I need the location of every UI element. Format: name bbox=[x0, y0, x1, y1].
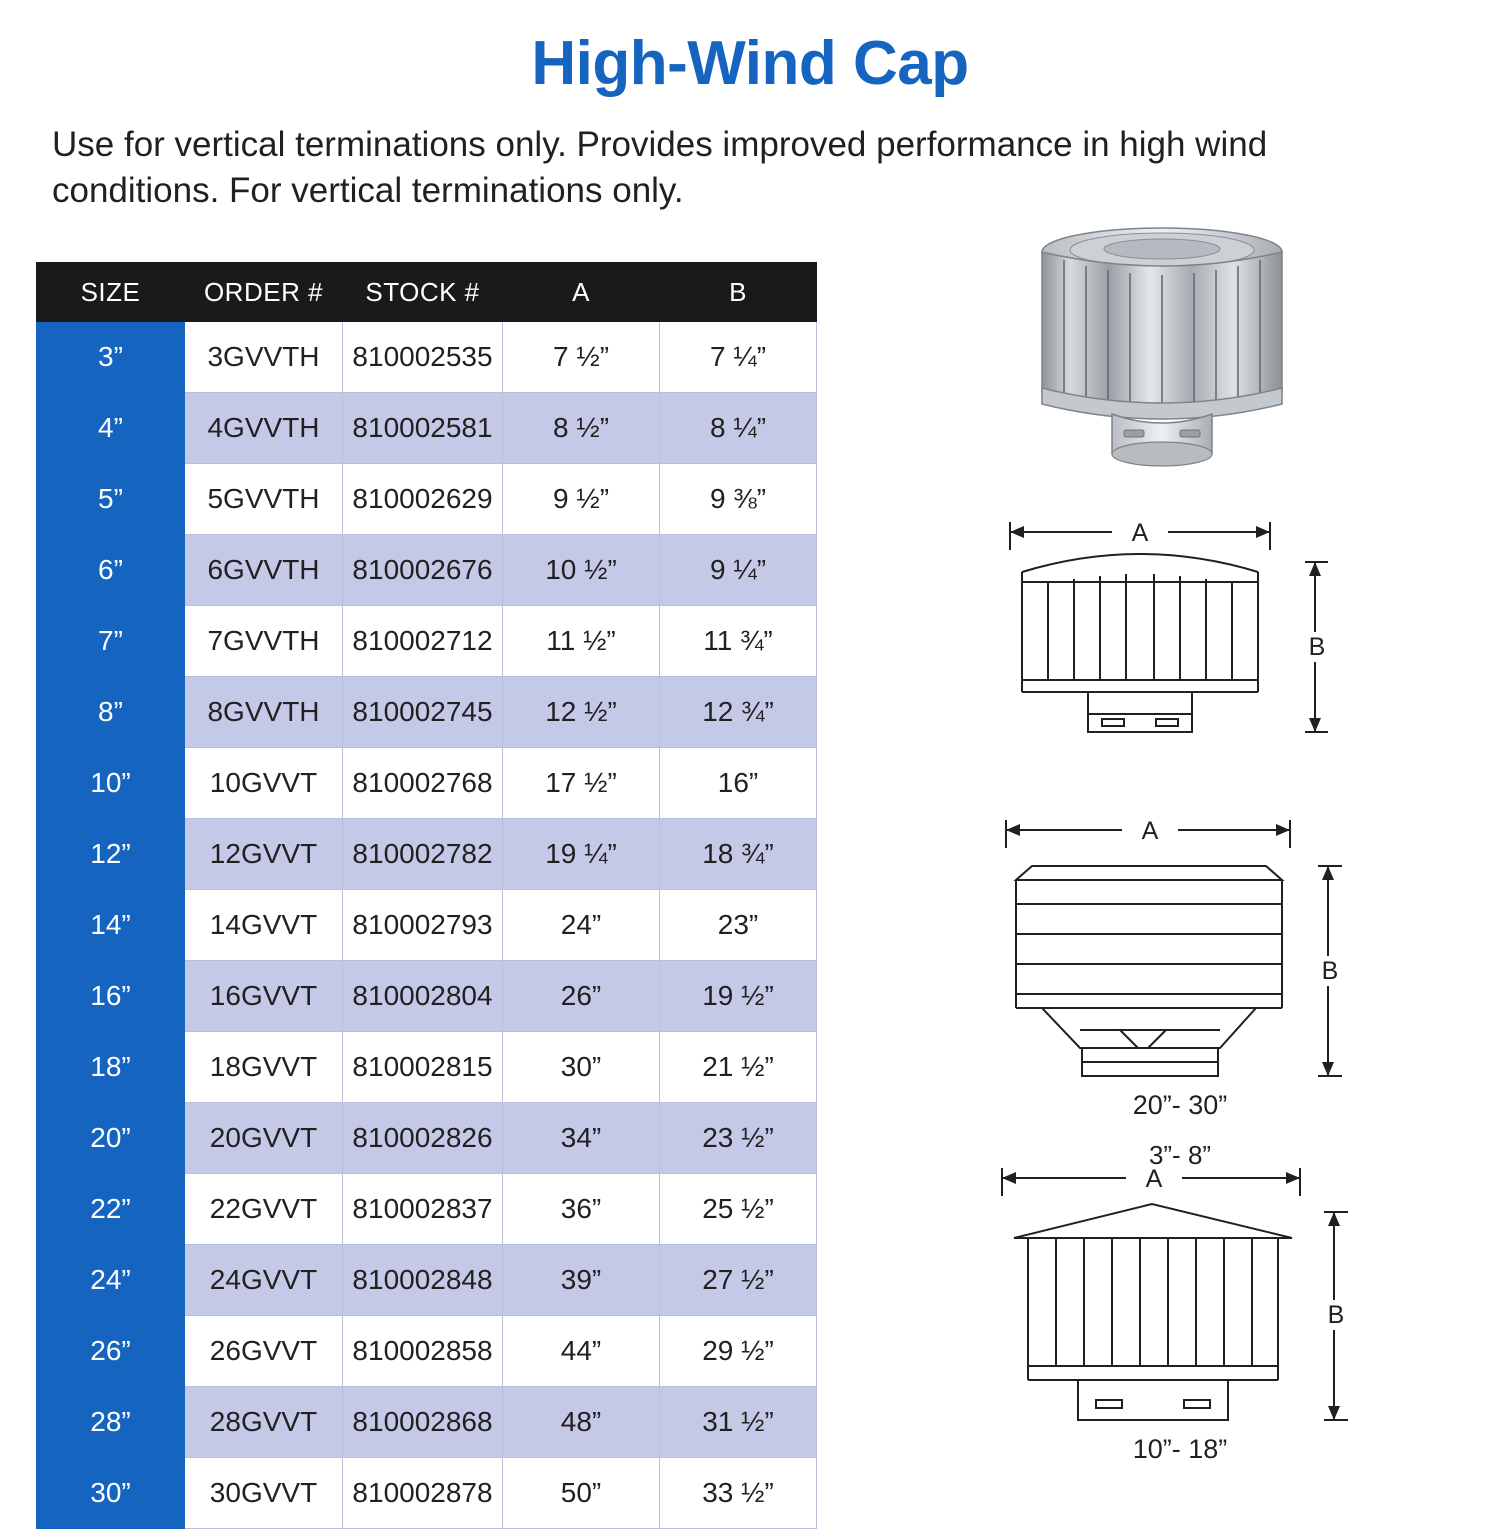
cell-order: 28GVVT bbox=[185, 1387, 343, 1458]
cell-a: 44” bbox=[503, 1316, 660, 1387]
cell-size: 16” bbox=[37, 961, 185, 1032]
table-header-row bbox=[37, 263, 817, 322]
cell-size: 7” bbox=[37, 606, 185, 677]
cell-size: 4” bbox=[37, 393, 185, 464]
column-header-stock: STOCK # bbox=[343, 263, 503, 322]
column-header-b: B bbox=[660, 263, 817, 322]
cell-a: 50” bbox=[503, 1458, 660, 1529]
cell-size: 18” bbox=[37, 1032, 185, 1103]
cell-b: 9 ¼” bbox=[660, 535, 817, 606]
product-photo bbox=[1012, 218, 1272, 483]
caption-bottom: 10”- 18” bbox=[1132, 1434, 1228, 1464]
table-row bbox=[37, 464, 817, 535]
cell-size: 28” bbox=[37, 1387, 185, 1458]
cell-size: 5” bbox=[37, 464, 185, 535]
illustration-column bbox=[950, 210, 1470, 1480]
cell-order: 14GVVT bbox=[185, 890, 343, 961]
cell-b: 9 ⅜” bbox=[660, 464, 817, 535]
table-row bbox=[37, 322, 817, 393]
cell-order: 12GVVT bbox=[185, 819, 343, 890]
diagram-top bbox=[970, 510, 1390, 770]
cell-a: 48” bbox=[503, 1387, 660, 1458]
cell-order: 26GVVT bbox=[185, 1316, 343, 1387]
cell-a: 36” bbox=[503, 1174, 660, 1245]
dimension-label-b-middle: B bbox=[1321, 957, 1339, 985]
cell-b: 21 ½” bbox=[660, 1032, 817, 1103]
cell-size: 3” bbox=[37, 322, 185, 393]
cell-b: 29 ½” bbox=[660, 1316, 817, 1387]
cell-size: 26” bbox=[37, 1316, 185, 1387]
cell-b: 27 ½” bbox=[660, 1245, 817, 1316]
table-row bbox=[37, 748, 817, 819]
cell-size: 20” bbox=[37, 1103, 185, 1174]
column-header-order: ORDER # bbox=[185, 263, 343, 322]
intro-paragraph: Use for vertical terminations only. Provides improved performance in high wind conditions. For vertical terminations only. bbox=[52, 125, 1268, 211]
cell-size: 14” bbox=[37, 890, 185, 961]
table-row bbox=[37, 961, 817, 1032]
cell-b: 11 ¾” bbox=[660, 606, 817, 677]
table-row bbox=[37, 606, 817, 677]
dimension-label-a-middle: A bbox=[1141, 817, 1159, 845]
table-row bbox=[37, 1103, 817, 1174]
cell-b: 18 ¾” bbox=[660, 819, 817, 890]
cell-b: 7 ¼” bbox=[660, 322, 817, 393]
column-header-size: SIZE bbox=[37, 263, 185, 322]
cell-a: 26” bbox=[503, 961, 660, 1032]
spec-table bbox=[36, 262, 817, 1529]
cell-stock: 810002848 bbox=[343, 1245, 503, 1316]
table-row bbox=[37, 535, 817, 606]
cell-stock: 810002745 bbox=[343, 677, 503, 748]
cell-a: 10 ½” bbox=[503, 535, 660, 606]
cell-stock: 810002793 bbox=[343, 890, 503, 961]
table-row bbox=[37, 819, 817, 890]
cell-a: 7 ½” bbox=[503, 322, 660, 393]
cell-stock: 810002878 bbox=[343, 1458, 503, 1529]
cell-a: 12 ½” bbox=[503, 677, 660, 748]
cell-stock: 810002535 bbox=[343, 322, 503, 393]
cell-a: 11 ½” bbox=[503, 606, 660, 677]
cell-a: 9 ½” bbox=[503, 464, 660, 535]
cell-a: 24” bbox=[503, 890, 660, 961]
cell-a: 17 ½” bbox=[503, 748, 660, 819]
cell-size: 6” bbox=[37, 535, 185, 606]
cell-size: 22” bbox=[37, 1174, 185, 1245]
table-row bbox=[37, 1032, 817, 1103]
cell-b: 31 ½” bbox=[660, 1387, 817, 1458]
cell-size: 10” bbox=[37, 748, 185, 819]
cell-stock: 810002782 bbox=[343, 819, 503, 890]
cell-stock: 810002868 bbox=[343, 1387, 503, 1458]
cell-a: 39” bbox=[503, 1245, 660, 1316]
cell-order: 24GVVT bbox=[185, 1245, 343, 1316]
cell-order: 3GVVTH bbox=[185, 322, 343, 393]
cell-b: 25 ½” bbox=[660, 1174, 817, 1245]
dimension-label-a-top: A bbox=[1131, 519, 1149, 547]
cell-size: 30” bbox=[37, 1458, 185, 1529]
cell-a: 30” bbox=[503, 1032, 660, 1103]
cell-size: 12” bbox=[37, 819, 185, 890]
cell-stock: 810002815 bbox=[343, 1032, 503, 1103]
cell-stock: 810002804 bbox=[343, 961, 503, 1032]
table-row bbox=[37, 1387, 817, 1458]
dimension-label-a-bottom: A bbox=[1145, 1165, 1163, 1193]
cell-order: 18GVVT bbox=[185, 1032, 343, 1103]
column-header-a: A bbox=[503, 263, 660, 322]
cell-order: 6GVVTH bbox=[185, 535, 343, 606]
caption-middle-overlap: 3”- 8” bbox=[1148, 1140, 1212, 1170]
cell-a: 34” bbox=[503, 1103, 660, 1174]
cell-b: 12 ¾” bbox=[660, 677, 817, 748]
cell-stock: 810002837 bbox=[343, 1174, 503, 1245]
cell-order: 4GVVTH bbox=[185, 393, 343, 464]
cell-size: 24” bbox=[37, 1245, 185, 1316]
cell-order: 8GVVTH bbox=[185, 677, 343, 748]
page-title: High-Wind Cap bbox=[531, 29, 969, 98]
diagram-middle bbox=[970, 808, 1390, 1138]
cell-order: 5GVVTH bbox=[185, 464, 343, 535]
cell-stock: 810002581 bbox=[343, 393, 503, 464]
cell-a: 8 ½” bbox=[503, 393, 660, 464]
cell-stock: 810002858 bbox=[343, 1316, 503, 1387]
cell-order: 22GVVT bbox=[185, 1174, 343, 1245]
caption-middle: 20”- 30” bbox=[1132, 1090, 1228, 1120]
cell-a: 19 ¼” bbox=[503, 819, 660, 890]
cell-b: 33 ½” bbox=[660, 1458, 817, 1529]
dimension-label-b-top: B bbox=[1308, 633, 1326, 661]
cell-stock: 810002826 bbox=[343, 1103, 503, 1174]
table-row bbox=[37, 393, 817, 464]
cell-stock: 810002676 bbox=[343, 535, 503, 606]
cell-b: 16” bbox=[660, 748, 817, 819]
dimension-label-b-bottom: B bbox=[1327, 1301, 1345, 1329]
cell-b: 23” bbox=[660, 890, 817, 961]
table-row bbox=[37, 890, 817, 961]
spec-table-container bbox=[36, 262, 816, 1529]
cell-b: 8 ¼” bbox=[660, 393, 817, 464]
cell-order: 30GVVT bbox=[185, 1458, 343, 1529]
table-row bbox=[37, 677, 817, 748]
cell-b: 19 ½” bbox=[660, 961, 817, 1032]
table-row bbox=[37, 1316, 817, 1387]
table-row bbox=[37, 1174, 817, 1245]
cell-stock: 810002768 bbox=[343, 748, 503, 819]
diagram-bottom bbox=[970, 1140, 1390, 1482]
cell-order: 20GVVT bbox=[185, 1103, 343, 1174]
cell-order: 16GVVT bbox=[185, 961, 343, 1032]
table-row bbox=[37, 1245, 817, 1316]
table-row bbox=[37, 1458, 817, 1529]
cell-stock: 810002712 bbox=[343, 606, 503, 677]
cell-stock: 810002629 bbox=[343, 464, 503, 535]
cell-order: 7GVVTH bbox=[185, 606, 343, 677]
cell-b: 23 ½” bbox=[660, 1103, 817, 1174]
cell-order: 10GVVT bbox=[185, 748, 343, 819]
cell-size: 8” bbox=[37, 677, 185, 748]
